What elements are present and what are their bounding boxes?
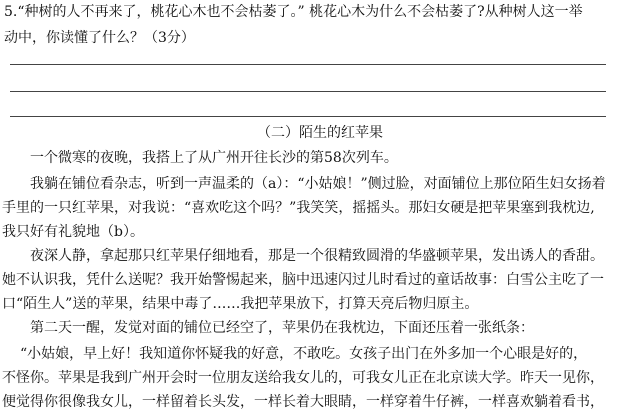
question-5-line-2: 动中，你读懂了什么？（3分） [4, 30, 195, 46]
passage-line: 我躺在铺位看杂志，听到一声温柔的（a）：“小姑娘！”侧过脸，对面铺位上那位陌生妇女扬着 [30, 176, 606, 192]
answer-line-1 [10, 64, 606, 65]
section-title: （二）陌生的红苹果 [257, 125, 383, 141]
passage-line: 不怪你。苹果是我到广州开会时一位朋友送给我女儿的，可我女儿正在北京读大学。昨天一见你， [2, 370, 604, 386]
answer-line-3 [10, 116, 606, 117]
answer-line-2 [10, 91, 606, 92]
passage-line: 便觉得你很像我女儿，一样留着长头发，一样长着大眼睛，一样穿着牛仔裤，一样喜欢躺着看书， [2, 394, 604, 410]
passage-line: “小姑娘，早上好！我知道你怀疑我的好意，不敢吃。女孩子出门在外多加一个心眼是好的， [20, 346, 588, 362]
passage-line: 手里的一只红苹果，对我说：“喜欢吃这个吗？”我笑笑，摇摇头。那妇女硬是把苹果塞到我枕边, [2, 200, 595, 216]
passage-line: 一个微寒的夜晚，我搭上了从广州开往长沙的第58次列车。 [30, 150, 398, 166]
passage-line: 夜深人静，拿起那只红苹果仔细地看，那是一个很精致圆滑的华盛顿苹果，发出诱人的香甜。 [30, 248, 604, 264]
passage-line: 第二天一醒，发觉对面的铺位已经空了，苹果仍在我枕边，下面还压着一张纸条： [30, 320, 534, 336]
passage-line: 我只好有礼貌地（b）。 [2, 224, 144, 240]
passage-line: 口“陌生人”送的苹果，结果中毒了……我把苹果放下，打算天亮后物归原主。 [2, 296, 479, 312]
question-5-line-1: 5.“种树的人不再来了，桃花心木也不会枯萎了。” 桃花心木为什么不会枯萎了?从种树人这一举 [4, 4, 583, 20]
passage-line: 她不认识我，凭什么送呢？我开始警惕起来，脑中迅速闪过儿时看过的童话故事：白雪公主吃了一 [2, 272, 604, 288]
